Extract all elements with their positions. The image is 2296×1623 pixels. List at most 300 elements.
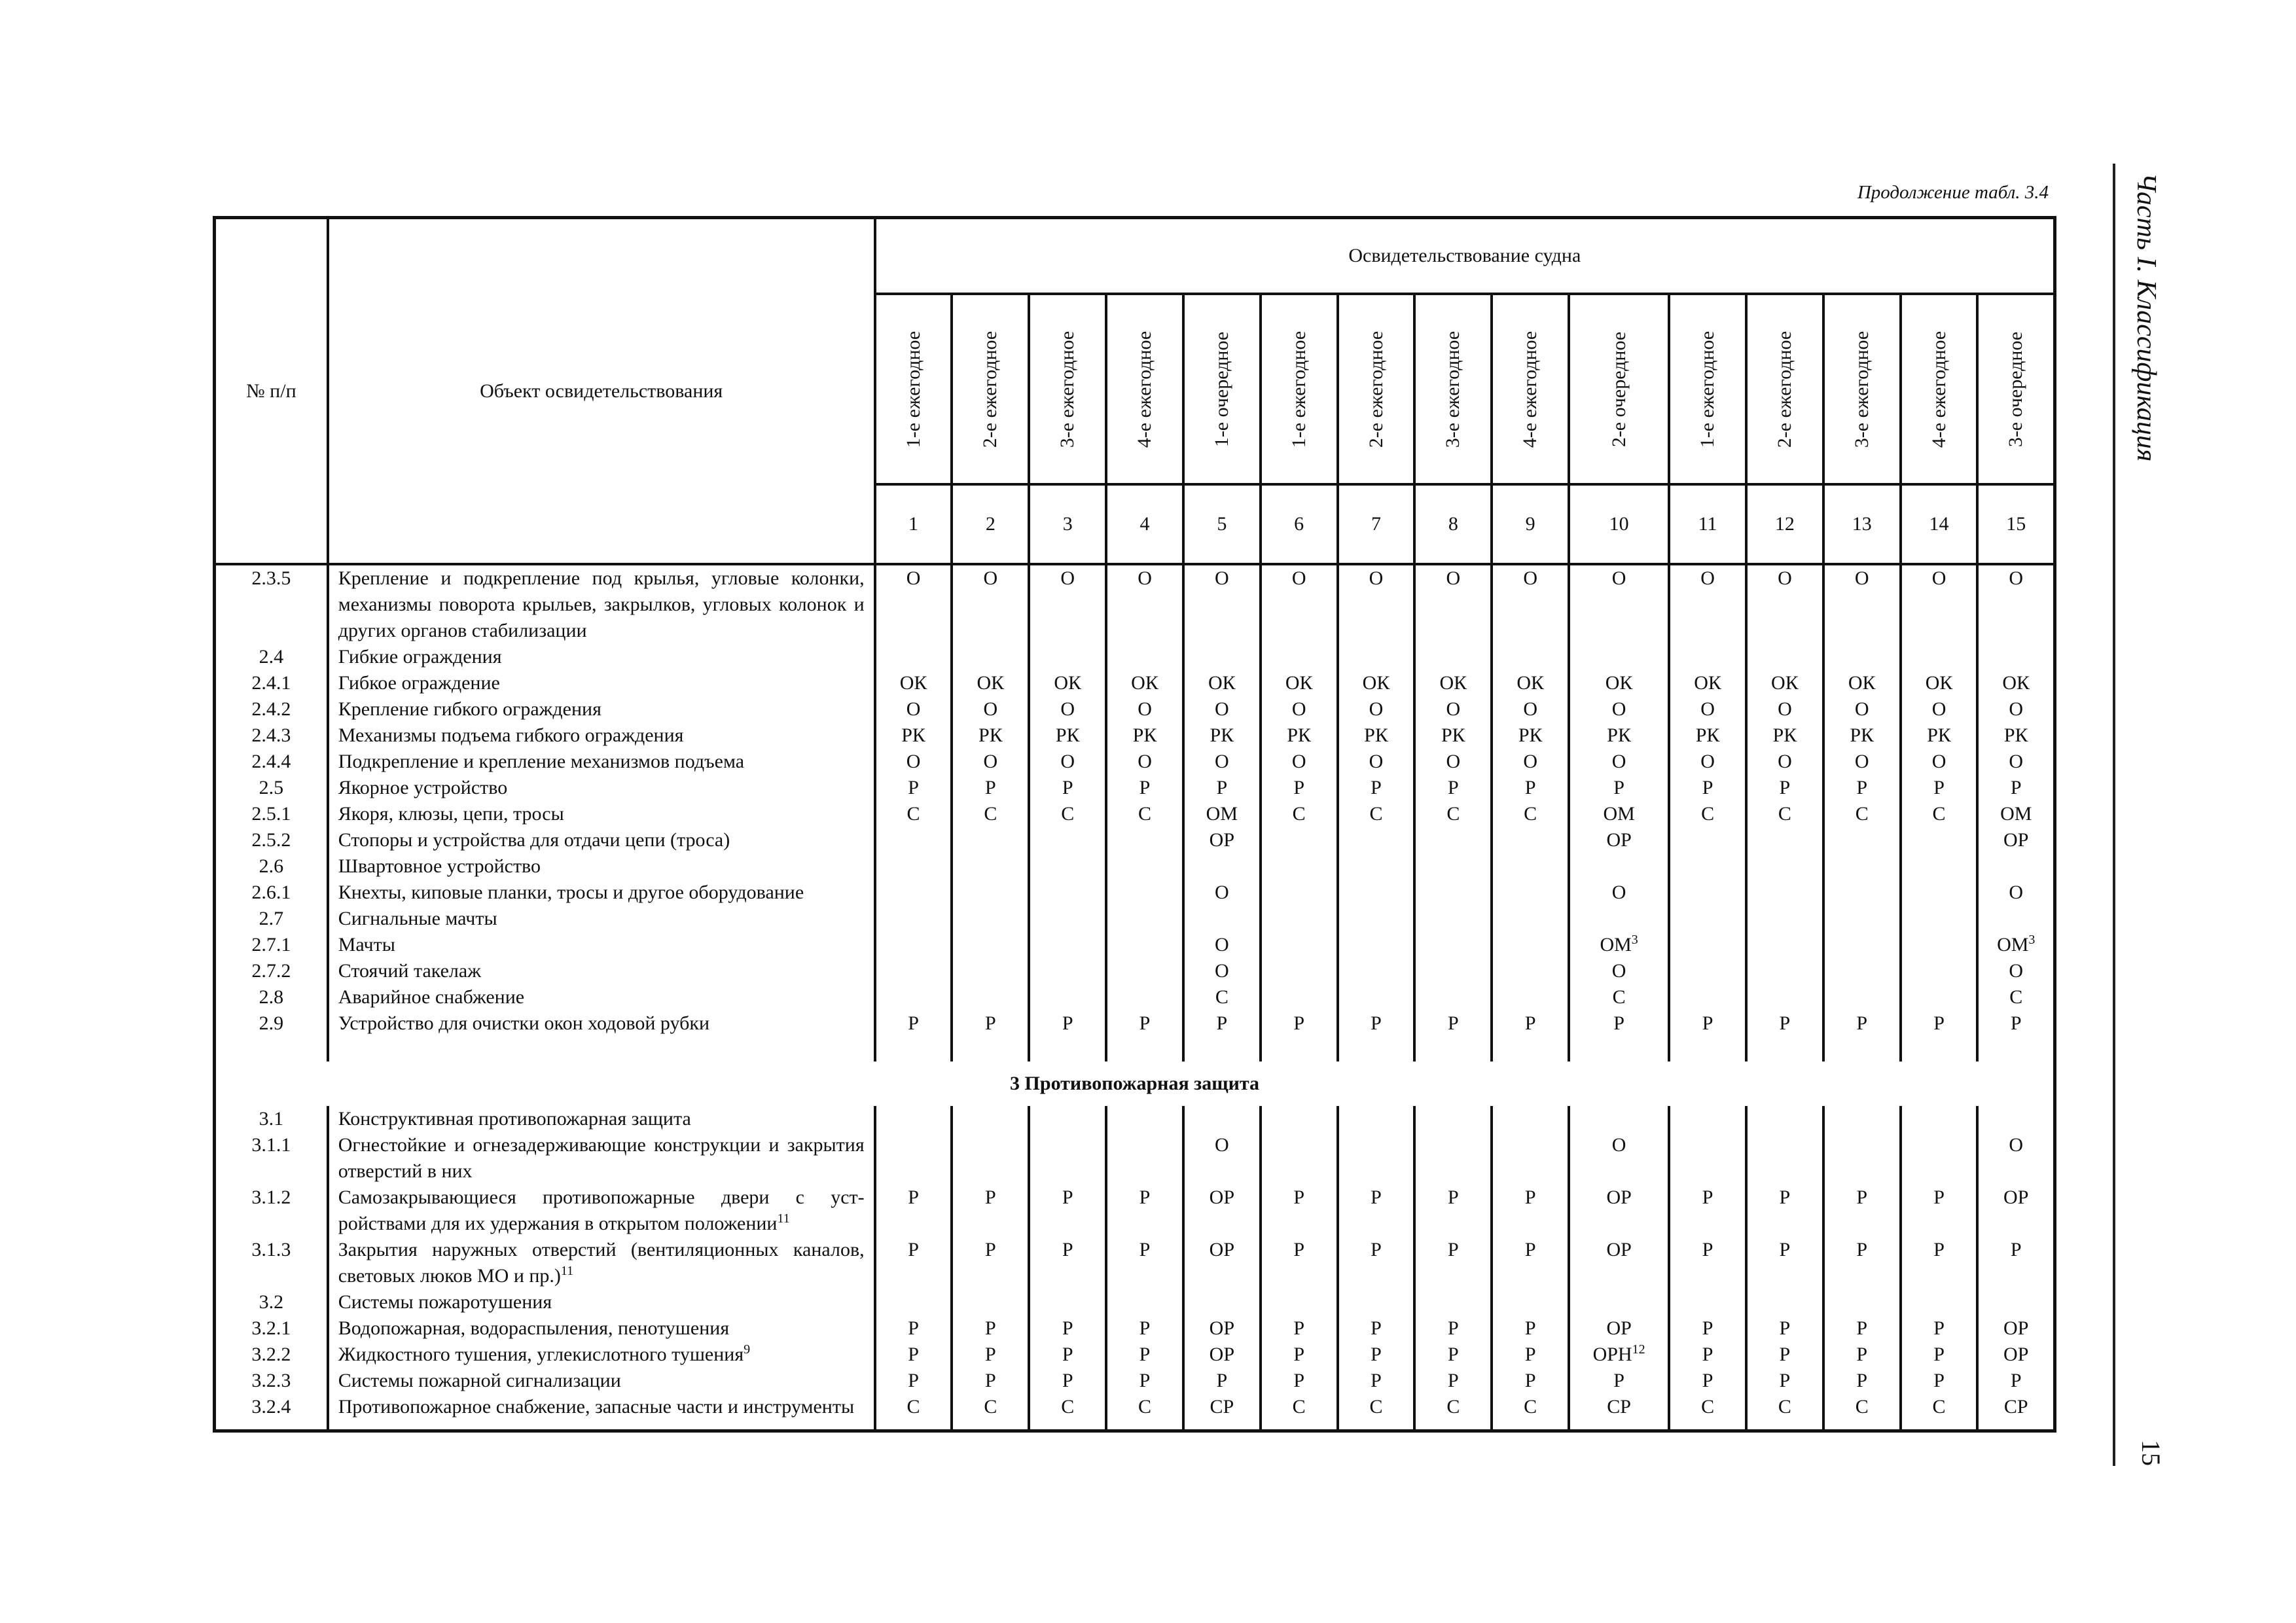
survey-mark: Р [875, 1185, 952, 1237]
survey-mark: Р [1261, 1010, 1338, 1037]
survey-mark: Р [1492, 1368, 1569, 1394]
survey-mark: Р [1746, 775, 1823, 801]
survey-mark: ОРН$^{12}$ [1569, 1342, 1669, 1368]
survey-mark: С [1338, 801, 1415, 827]
margin-rule [2113, 164, 2115, 1466]
survey-mark: О [1977, 958, 2054, 984]
survey-mark: ОК [1183, 670, 1261, 696]
survey-mark: РК [1492, 722, 1569, 749]
survey-mark [1823, 853, 1901, 880]
survey-mark: Р [1029, 1237, 1106, 1289]
survey-mark [1261, 906, 1338, 932]
survey-column-label: 4-е ежегодное [1519, 330, 1541, 448]
survey-mark: С [1823, 1394, 1901, 1431]
survey-mark: Р [1338, 1315, 1415, 1342]
survey-mark [1106, 644, 1183, 670]
item-number: 2.5.2 [215, 827, 328, 853]
survey-mark: Р [1338, 1368, 1415, 1394]
survey-mark: О [1261, 564, 1338, 644]
survey-mark: О [952, 564, 1029, 644]
survey-mark: О [1901, 696, 1978, 722]
column-index: 3 [1029, 484, 1106, 564]
survey-mark [1414, 880, 1492, 906]
survey-mark: ОК [1492, 670, 1569, 696]
survey-mark: ОР [1183, 1185, 1261, 1237]
survey-mark: О [1823, 564, 1901, 644]
survey-mark [1669, 644, 1746, 670]
survey-mark: Р [1669, 1185, 1746, 1237]
survey-mark: Р [1106, 1185, 1183, 1237]
survey-column-header [1823, 294, 1901, 484]
survey-mark [1901, 880, 1978, 906]
item-object: Закрытия наружных отверстий (вентиляционных каналов, световых люков МО и пр.)$^{11}$ [328, 1237, 875, 1289]
item-object: Подкрепление и крепление механизмов подъема [328, 749, 875, 775]
survey-mark: Р [1901, 1237, 1978, 1289]
footnote-ref: 11 [560, 1264, 574, 1278]
survey-mark: Р [1106, 1368, 1183, 1394]
survey-mark: ОР [1569, 1315, 1669, 1342]
survey-mark: Р [952, 1010, 1029, 1037]
survey-mark [875, 644, 952, 670]
survey-mark: Р [875, 1315, 952, 1342]
column-index: 2 [952, 484, 1029, 564]
survey-mark [1746, 644, 1823, 670]
survey-column-header [1261, 294, 1338, 484]
survey-mark [952, 1132, 1029, 1185]
survey-mark [1106, 932, 1183, 958]
survey-mark [1338, 984, 1415, 1010]
survey-mark: Р [952, 1237, 1029, 1289]
survey-mark: Р [1414, 1368, 1492, 1394]
survey-mark [1414, 932, 1492, 958]
survey-mark [1669, 880, 1746, 906]
survey-mark: ОК [1338, 670, 1415, 696]
survey-mark [1338, 1132, 1415, 1185]
survey-mark [1492, 1106, 1569, 1132]
item-object: Системы пожарной сигнализации [328, 1368, 875, 1394]
survey-table [213, 216, 2056, 1433]
survey-mark: ОК [1823, 670, 1901, 696]
survey-mark: О [1492, 696, 1569, 722]
survey-mark: ОР [1183, 827, 1261, 853]
survey-mark: Р [875, 1368, 952, 1394]
survey-mark: Р [1569, 775, 1669, 801]
item-number: 3.2.1 [215, 1315, 328, 1342]
survey-mark: Р [952, 775, 1029, 801]
survey-mark: Р [1977, 775, 2054, 801]
survey-mark: ОК [1746, 670, 1823, 696]
survey-mark: ОР [1569, 827, 1669, 853]
survey-mark: Р [1823, 1342, 1901, 1368]
table-row [215, 1342, 2055, 1368]
survey-mark: Р [1261, 1315, 1338, 1342]
item-object: Системы пожаротушения [328, 1289, 875, 1315]
survey-mark: Р [1492, 775, 1569, 801]
survey-mark: С [1183, 984, 1261, 1010]
survey-mark: $ОМ^3$ [1977, 932, 2054, 958]
survey-mark: С [1029, 1394, 1106, 1431]
survey-mark [875, 1106, 952, 1132]
survey-mark: Р [1823, 1315, 1901, 1342]
survey-mark [952, 1289, 1029, 1315]
column-header-number: № п/п [215, 218, 328, 565]
survey-mark [1338, 880, 1415, 906]
survey-mark: Р [1823, 1237, 1901, 1289]
survey-column-header [1746, 294, 1823, 484]
survey-mark: О [1183, 1132, 1261, 1185]
survey-mark: О [1669, 564, 1746, 644]
survey-mark [1746, 932, 1823, 958]
survey-mark: РК [1338, 722, 1415, 749]
survey-mark [1261, 853, 1338, 880]
survey-mark: О [1569, 564, 1669, 644]
survey-mark: О [1901, 749, 1978, 775]
column-index: 15 [1977, 484, 2054, 564]
table-row [215, 1368, 2055, 1394]
survey-mark [1261, 827, 1338, 853]
survey-mark: О [1746, 564, 1823, 644]
survey-mark [875, 880, 952, 906]
table-continuation-caption: Продолжение табл. 3.4 [1857, 182, 2049, 203]
survey-column-header [1977, 294, 2054, 484]
item-object: Швартовное устройство [328, 853, 875, 880]
survey-mark: Р [1823, 1368, 1901, 1394]
survey-mark [1029, 1289, 1106, 1315]
survey-mark: Р [1414, 1342, 1492, 1368]
survey-mark [1338, 1106, 1415, 1132]
survey-mark [1492, 906, 1569, 932]
survey-mark: РК [1029, 722, 1106, 749]
survey-mark: Р [1106, 1342, 1183, 1368]
item-number: 2.4 [215, 644, 328, 670]
survey-mark: С [952, 1394, 1029, 1431]
survey-mark: С [1669, 801, 1746, 827]
survey-mark: Р [1183, 775, 1261, 801]
survey-column-label: 2-е ежегодное [1773, 330, 1795, 448]
survey-mark [1106, 853, 1183, 880]
survey-mark [1746, 1289, 1823, 1315]
survey-mark: ОК [1901, 670, 1978, 696]
survey-mark [1183, 906, 1261, 932]
survey-mark: О [1338, 696, 1415, 722]
table-row [215, 564, 2055, 644]
survey-column-label: 3-е ежегодное [1442, 330, 1464, 448]
survey-mark: Р [1669, 1237, 1746, 1289]
survey-mark [1901, 827, 1978, 853]
footnote-ref: 9 [744, 1342, 751, 1357]
survey-mark: О [952, 749, 1029, 775]
table-row [215, 775, 2055, 801]
survey-mark: Р [875, 775, 952, 801]
survey-mark: Р [1823, 1185, 1901, 1237]
survey-mark [1029, 1132, 1106, 1185]
survey-mark [1492, 1289, 1569, 1315]
survey-mark [1492, 1132, 1569, 1185]
column-index: 7 [1338, 484, 1415, 564]
survey-mark: С [1106, 1394, 1183, 1431]
survey-mark: Р [1414, 775, 1492, 801]
survey-mark: О [1414, 696, 1492, 722]
survey-mark [1183, 1106, 1261, 1132]
column-group-header: Освидетельствование судна [875, 218, 2055, 294]
item-object: Гибкое ограждение [328, 670, 875, 696]
survey-mark: ОР [1977, 1342, 2054, 1368]
survey-mark: О [1183, 932, 1261, 958]
survey-mark: С [1029, 801, 1106, 827]
survey-mark: О [1183, 749, 1261, 775]
survey-mark [1823, 984, 1901, 1010]
survey-mark: О [1492, 564, 1569, 644]
table-row [215, 958, 2055, 984]
survey-mark [1261, 1106, 1338, 1132]
survey-mark: О [1183, 958, 1261, 984]
table-row [215, 880, 2055, 906]
survey-mark [1029, 932, 1106, 958]
survey-mark: Р [1977, 1237, 2054, 1289]
item-object: Крепление гибкого ограждения [328, 696, 875, 722]
survey-mark [1106, 906, 1183, 932]
item-number: 3.1.3 [215, 1237, 328, 1289]
survey-mark: РК [1901, 722, 1978, 749]
survey-mark [1492, 958, 1569, 984]
survey-mark: С [952, 801, 1029, 827]
survey-mark [1977, 906, 2054, 932]
survey-mark: СР [1183, 1394, 1261, 1431]
survey-mark [1492, 932, 1569, 958]
survey-mark: Р [1029, 1342, 1106, 1368]
item-number: 2.6 [215, 853, 328, 880]
item-object: Водопожарная, водораспыления, пенотушения [328, 1315, 875, 1342]
survey-mark: РК [952, 722, 1029, 749]
survey-mark: О [875, 696, 952, 722]
table-row [215, 749, 2055, 775]
survey-mark: Р [1029, 1185, 1106, 1237]
survey-mark: С [875, 1394, 952, 1431]
survey-mark: Р [875, 1010, 952, 1037]
survey-mark: ОР [1977, 1185, 2054, 1237]
survey-mark: Р [1261, 1237, 1338, 1289]
survey-column-label: 3-е ежегодное [1056, 330, 1079, 448]
survey-mark: О [1569, 958, 1669, 984]
survey-mark: СР [1569, 1394, 1669, 1431]
column-header-object: Объект освидетельствования [328, 218, 875, 565]
table-row [215, 984, 2055, 1010]
survey-mark: О [1183, 696, 1261, 722]
survey-mark: С [875, 801, 952, 827]
survey-mark: Р [1338, 1010, 1415, 1037]
survey-mark [952, 644, 1029, 670]
item-number: 2.3.5 [215, 564, 328, 644]
survey-mark [1414, 984, 1492, 1010]
survey-mark: О [1414, 564, 1492, 644]
survey-mark: Р [1977, 1368, 2054, 1394]
survey-mark: Р [875, 1342, 952, 1368]
item-number: 3.2 [215, 1289, 328, 1315]
survey-column-header [1414, 294, 1492, 484]
survey-mark [1746, 958, 1823, 984]
survey-mark: С [1261, 1394, 1338, 1431]
survey-mark [1746, 906, 1823, 932]
survey-mark: Р [1261, 1342, 1338, 1368]
survey-mark: О [875, 749, 952, 775]
table-row [215, 853, 2055, 880]
survey-mark [1492, 853, 1569, 880]
survey-mark: ОР [1569, 1237, 1669, 1289]
item-number: 2.4.1 [215, 670, 328, 696]
survey-column-header [1183, 294, 1261, 484]
survey-mark: О [952, 696, 1029, 722]
survey-mark: О [1492, 749, 1569, 775]
column-index: 12 [1746, 484, 1823, 564]
survey-mark: Р [1901, 1315, 1978, 1342]
item-number: 3.2.4 [215, 1394, 328, 1431]
survey-mark: Р [1106, 1010, 1183, 1037]
survey-mark: ОК [1261, 670, 1338, 696]
item-number: 2.4.4 [215, 749, 328, 775]
survey-mark: РК [1569, 722, 1669, 749]
survey-mark [1029, 984, 1106, 1010]
item-number: 2.5 [215, 775, 328, 801]
survey-mark: О [1977, 696, 2054, 722]
table-row [215, 1106, 2055, 1132]
survey-mark: Р [1823, 775, 1901, 801]
survey-mark: СР [1977, 1394, 2054, 1431]
item-number: 2.6.1 [215, 880, 328, 906]
survey-mark [1823, 958, 1901, 984]
table-row [215, 722, 2055, 749]
survey-column-header [1106, 294, 1183, 484]
survey-mark: О [1901, 564, 1978, 644]
survey-mark [1746, 827, 1823, 853]
column-index: 5 [1183, 484, 1261, 564]
survey-mark: Р [1414, 1237, 1492, 1289]
survey-mark: Р [1106, 1237, 1183, 1289]
survey-mark: ОК [952, 670, 1029, 696]
column-index: 4 [1106, 484, 1183, 564]
survey-mark: Р [1492, 1010, 1569, 1037]
item-number: 3.2.2 [215, 1342, 328, 1368]
survey-mark [1338, 906, 1415, 932]
survey-mark [1901, 853, 1978, 880]
survey-mark: С [1746, 801, 1823, 827]
survey-mark: С [1823, 801, 1901, 827]
footnote-ref: 3 [1631, 933, 1638, 947]
survey-mark: Р [1901, 1010, 1978, 1037]
survey-mark [1414, 644, 1492, 670]
table-row [215, 696, 2055, 722]
item-object: Мачты [328, 932, 875, 958]
survey-mark [1901, 1132, 1978, 1185]
survey-mark [1106, 958, 1183, 984]
survey-mark [1569, 906, 1669, 932]
survey-mark: Р [1901, 1185, 1978, 1237]
table-row [215, 1185, 2055, 1237]
item-object: Устройство для очистки окон ходовой рубки [328, 1010, 875, 1037]
survey-mark: С [1106, 801, 1183, 827]
survey-mark [1261, 880, 1338, 906]
item-number: 3.1.2 [215, 1185, 328, 1237]
survey-mark: О [1823, 696, 1901, 722]
item-number: 3.1 [215, 1106, 328, 1132]
survey-mark [875, 827, 952, 853]
page-number-text: 15 [2136, 1440, 2166, 1466]
survey-mark: Р [1823, 1010, 1901, 1037]
survey-mark: О [1569, 749, 1669, 775]
survey-mark [1414, 958, 1492, 984]
survey-mark [1414, 906, 1492, 932]
survey-mark: Р [1669, 1368, 1746, 1394]
survey-mark: Р [1492, 1315, 1569, 1342]
item-number: 3.2.3 [215, 1368, 328, 1394]
survey-mark [1901, 984, 1978, 1010]
survey-mark: ОР [1183, 1342, 1261, 1368]
survey-mark [1569, 1106, 1669, 1132]
survey-mark: Р [1338, 775, 1415, 801]
table-row [215, 906, 2055, 932]
item-object: Кнехты, киповые планки, тросы и другое оборудование [328, 880, 875, 906]
survey-mark: ОР [1183, 1237, 1261, 1289]
column-index: 11 [1669, 484, 1746, 564]
survey-mark: Р [1492, 1342, 1569, 1368]
survey-mark: Р [1746, 1185, 1823, 1237]
survey-mark [952, 827, 1029, 853]
survey-mark: О [1106, 749, 1183, 775]
item-object: Самозакрывающиеся противопожарные двери с уст-ройствами для их удержания в открытом положении$^{11}$ [328, 1185, 875, 1237]
item-object: Якоря, клюзы, цепи, тросы [328, 801, 875, 827]
survey-mark [875, 853, 952, 880]
survey-mark: О [1669, 696, 1746, 722]
survey-mark: О [1029, 564, 1106, 644]
survey-mark [875, 1132, 952, 1185]
survey-mark: ОК [875, 670, 952, 696]
column-index: 6 [1261, 484, 1338, 564]
survey-mark [1669, 853, 1746, 880]
survey-mark: Р [1901, 1342, 1978, 1368]
survey-mark: О [1414, 749, 1492, 775]
survey-mark: Р [1029, 1315, 1106, 1342]
survey-mark: Р [1746, 1315, 1823, 1342]
survey-mark [1823, 932, 1901, 958]
survey-mark: ОК [1414, 670, 1492, 696]
item-number: 2.7.1 [215, 932, 328, 958]
survey-mark: Р [1901, 775, 1978, 801]
survey-mark: Р [1183, 1368, 1261, 1394]
survey-mark: О [1106, 696, 1183, 722]
column-index: 1 [875, 484, 952, 564]
survey-mark: РК [1977, 722, 2054, 749]
survey-mark: Р [1569, 1368, 1669, 1394]
survey-mark: Р [1183, 1010, 1261, 1037]
survey-mark [1414, 827, 1492, 853]
survey-mark [1414, 1106, 1492, 1132]
survey-mark [1823, 1106, 1901, 1132]
survey-mark [1669, 906, 1746, 932]
survey-mark [1977, 853, 2054, 880]
table-row [215, 1010, 2055, 1037]
survey-mark [1029, 644, 1106, 670]
table-row [215, 801, 2055, 827]
survey-mark: Р [1261, 775, 1338, 801]
item-number: 2.4.2 [215, 696, 328, 722]
survey-mark [1106, 880, 1183, 906]
survey-mark: О [1183, 564, 1261, 644]
survey-mark: РК [1669, 722, 1746, 749]
item-object: Якорное устройство [328, 775, 875, 801]
survey-column-label: 1-е ежегодное [1287, 330, 1310, 448]
survey-mark [1669, 1132, 1746, 1185]
survey-mark: Р [1338, 1185, 1415, 1237]
survey-mark: ОК [1569, 670, 1669, 696]
